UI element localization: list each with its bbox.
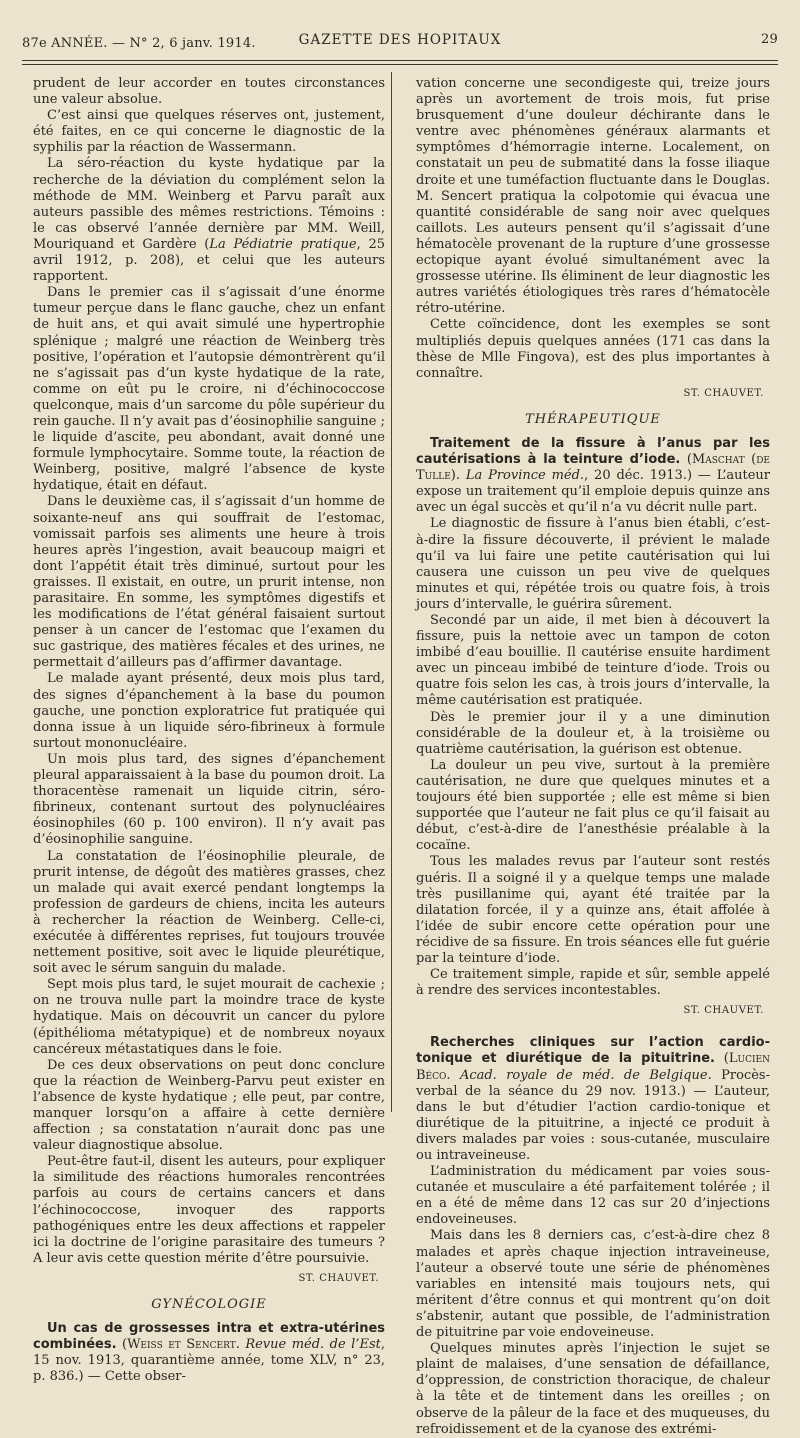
paragraph: De ces deux observations on peut donc conclure que la réaction de Weinberg-Parvu peut exister en l’absence de kyste hydatique ; elle peut, par contre, manquer lorsqu’on a affaire à cette dernière affection ; sa constatation n’aurait donc pas une valeur diagnostique absolue. — [33, 1057, 385, 1154]
paragraph: Dans le premier cas il s’agissait d’une énorme tumeur perçue dans le flanc gauche, chez un enfant de huit ans, et qui avait simulé une hypertrophie splénique ; malgré une réaction de Weinberg très positive, l’opération et l’autopsie démontrèrent qu’il ne s’agissait pas d’un kyste hydatique de la rate, comme on eût pu le croire, ni d’échinococcose quelconque, mais d’un sarcome du pôle supérieur du rein gauche. Il n’y avait pas d’éosinophilie sanguine ; le liquide d’ascite, peu abondant, avait donné une formule lymphocytaire. Somme toute, la réaction de Weinberg, positive, malgré l’absence de kyste hydatique, était en défaut. — [33, 285, 385, 494]
paragraph: Dès le premier jour il y a une diminution considérable de la douleur et, à la troisième ou quatrième cautérisation, la guérison est obtenue. — [416, 709, 770, 757]
article-lead: Traitement de la fissure à l’anus par les cautérisations à la teinture d’iode. (Maschat (de Tulle). La Province méd., 20 déc. 1913.) — L’auteur expose un traitement qu’il emploie depuis quinze ans avec un égal succès et qu’il n’a vu décrit nulle part. — [416, 435, 771, 516]
column-divider — [391, 72, 392, 1112]
header-rule-thick — [22, 60, 778, 61]
right-column — [416, 76, 770, 1438]
article-lead: Un cas de grossesses intra et extra-utérines combinées. (Weiss et Sencert. Revue méd. de l’Est, 15 nov. 1913, quarantième année, tome XLV, n° 23, p. 836.) — Cette obser- — [33, 1321, 385, 1385]
source-citation: La Province méd. — [465, 468, 585, 484]
article-title: Un cas de grossesses intra et extra-utérines combinées. — [33, 1321, 385, 1353]
page-header — [22, 30, 778, 54]
paragraph: La douleur un peu vive, surtout à la première cautérisation, ne dure que quelques minutes et a toujours été bien supportée ; elle est même si bien supportée que l’auteur ne fait plus ce qu’il faisait au début, c’est-à-dire de l’anesthésie préalable à la cocaïne. — [416, 757, 770, 854]
paragraph: La constatation de l’éosinophilie pleurale, de prurit intense, de dégoût des matières grasses, chez un malade qui avait exercé pendant longtemps la profession de gardeurs de chiens, incita les auteurs à rechercher la réaction de Weinberg. Celle-ci, exécutée à différentes reprises, fut toujours trouvée nettement positive, soit avec le liquide pleurétique, soit avec le sérum sanguin du malade. — [33, 848, 385, 977]
paragraph: Cette coïncidence, dont les exemples se sont multipliés depuis quelques années (171 cas dans la thèse de Mlle Fingova), est des plus importantes à connaître. — [416, 317, 770, 381]
paragraph: Quelques minutes après l’injection le sujet se plaint de malaises, d’une sensation de défaillance, d’oppression, de constriction thoracique, de chaleur à la tête et de tintement dans les oreilles ; on observe de la pâleur de la face et des muqueuses, du refroidissement et de la cyanose des extrémi- — [416, 1341, 770, 1437]
section-heading-therapeutique: THÉRAPEUTIQUE — [525, 411, 661, 427]
paragraph: C’est ainsi que quelques réserves ont, justement, été faites, en ce qui concerne le diagnostic de la syphilis par la réaction de Wassermann. — [33, 108, 385, 156]
author-signature: ST. CHAUVET. — [683, 387, 764, 399]
paragraph: Mais dans les 8 derniers cas, c’est-à-dire chez 8 malades et après chaque injection intraveineuse, l’auteur a observé toute une série de phénomènes variables en intensité mais toujours nets, qui méritent d’être connus et qui montrent qu’on doit s’abstenir, autant que possible, de l’administration de pituitrine par voie endoveineuse. — [416, 1228, 770, 1341]
author-signature: ST. CHAUVET. — [683, 1005, 764, 1017]
paragraph: Ce traitement simple, rapide et sûr, semble appelé à rendre des services incontestables. — [416, 967, 770, 999]
article-title: Recherches cliniques sur l’action cardio-tonique et diurétique de la pituitrine. — [416, 1035, 770, 1067]
paragraph: Secondé par un aide, il met bien à découvert la fissure, puis la nettoie avec un tampon de coton imbibé d’eau bouillie. Il cautérise ensuite hardiment avec un pinceau imbibé de teinture d’iode. Trois ou quatre fois selon les cas, à trois jours d’intervalle, la même cautérisation est pratiquée. — [416, 613, 770, 709]
article-title: Traitement de la fissure à l’anus par les cautérisations à la teinture d’iode. — [416, 435, 770, 468]
paragraph: Tous les malades revus par l’auteur sont restés guéris. Il a soigné il y a quelque temps une malade très pusillanime qui, ayant été traitée par la dilatation forcée, il y a quinze ans, était affolée à l’idée de subir encore cette opération pour une récidive de sa fissure. En trois séances elle fut guérie par la teinture d’iode. — [416, 854, 770, 966]
paragraph: Le malade ayant présenté, deux mois plus tard, des signes d’épanchement à la base du poumon gauche, une ponction exploratrice fut pratiquée qui donna issue à un liquide séro-fibrineux à formule surtout mononucléaire. — [33, 671, 385, 751]
paragraph: prudent de leur accorder en toutes circonstances une valeur absolue. — [33, 76, 385, 108]
issue-info: 87e ANNÉE. — N° 2, 6 janv. 1914. — [22, 36, 256, 51]
page-number: 29 — [761, 32, 778, 47]
source-citation: Acad. royale de méd. de Belgique — [459, 1067, 708, 1083]
paragraph: Le diagnostic de fissure à l’anus bien établi, c’est-à-dire la fissure découverte, il prévient le malade qu’il va lui faire une petite cautérisation qui lui causera une cuisson un peu vive de quelques minutes et qui, répétée trois ou quatre fois, à trois jours d’intervalle, le guérira sûrement. — [416, 516, 770, 612]
paragraph: La séro-réaction du kyste hydatique par la recherche de la déviation du complément selon la méthode de MM. Weinberg et Parvu paraît aux auteurs passible des mêmes restrictions. Témoins : le cas observé l’année dernière par MM. Weill, Mouriquand et Gardère (La Pédiatrie pratique, 25 avril 1912, p. 208), et celui que les auteurs rapportent. — [33, 156, 385, 285]
header-rule-thin — [22, 64, 778, 65]
article-lead: Recherches cliniques sur l’action cardio-tonique et diurétique de la pituitrine. (Lucien Béco. Acad. royale de méd. de Belgique. Procès-verbal de la séance du 29 nov. 1913.) — L’auteur, dans le but d’étudier l’action cardio-tonique et diurétique de la pituitrine, a injecté ce produit à divers malades par voies : sous-cutanée, musculaire ou intraveineuse. — [416, 1035, 770, 1163]
author-signature: ST. CHAUVET. — [298, 1272, 379, 1284]
paragraph: Sept mois plus tard, le sujet mourait de cachexie ; on ne trouva nulle part la moindre trace de kyste hydatique. Mais on découvrit un cancer du pylore (épithélioma métatypique) et de nombreux noyaux cancéreux métastatiques dans le foie. — [33, 977, 385, 1057]
paragraph: Dans le deuxième cas, il s’agissait d’un homme de soixante-neuf ans qui souffrait de l’estomac, vomissait parfois ses aliments une heure à trois heures après l’ingestion, avait beaucoup maigri et dont l’appétit était très diminué, surtout pour les graisses. Il existait, en outre, un prurit intense, non parasitaire. En somme, les symptômes digestifs et les modifications de l’état général faisaient surtout penser à un cancer de l’estomac que l’examen du suc gastrique, des matières fécales et des urines, ne permettait d’ailleurs pas d’affirmer davantage. — [33, 494, 385, 671]
journal-title: GAZETTE DES HOPITAUX — [298, 32, 502, 48]
section-heading-gynecologie: GYNÉCOLOGIE — [151, 1297, 267, 1313]
paragraph: vation concerne une secondigeste qui, treize jours après un avortement de trois mois, fut prise brusquement d’une douleur déchirante dans le ventre avec phénomènes généraux alarmants et symptômes d’hémorragie interne. Localement, on constatait un peu de submatité dans la fosse iliaque droite et une tuméfaction fluctuante dans le Douglas. M. Sencert pratiqua la colpotomie qui évacua une quantité considérable de sang noir avec quelques caillots. Les auteurs pensent qu’il s’agissait d’une hématocèle provenant de la rupture d’une grossesse ectopique ayant évolué simultanément avec la grossesse utérine. Ils éliminent de leur diagnostic les autres variétés étiologiques très rares d’hématocèle rétro-utérine. — [416, 76, 770, 317]
paragraph: L’administration du médicament par voies sous-cutanée et musculaire a été parfaitement tolérée ; il en a été de même dans 12 cas sur 20 d’injections endoveineuses. — [416, 1164, 770, 1228]
source-citation: Revue méd. de l’Est — [245, 1337, 381, 1353]
left-column — [33, 76, 385, 1386]
source-citation: La Pédiatrie pratique — [209, 236, 357, 252]
paragraph: Peut-être faut-il, disent les auteurs, pour expliquer la similitude des réactions humorales rencontrées parfois au cours de certains cancers et dans l’échinococcose, invoquer des rapports pathogéniques entre les deux affections et rappeler ici la doctrine de l’origine parasitaire des tumeurs ? A leur avis cette question mérite d’être poursuivie. — [33, 1154, 385, 1266]
paragraph: Un mois plus tard, des signes d’épanchement pleural apparaissaient à la base du poumon droit. La thoracentèse ramenait un liquide citrin, séro-fibrineux, contenant surtout des polynucléaires éosinophiles (60 p. 100 environ). Il n’y avait pas d’éosinophilie sanguine. — [33, 751, 385, 848]
